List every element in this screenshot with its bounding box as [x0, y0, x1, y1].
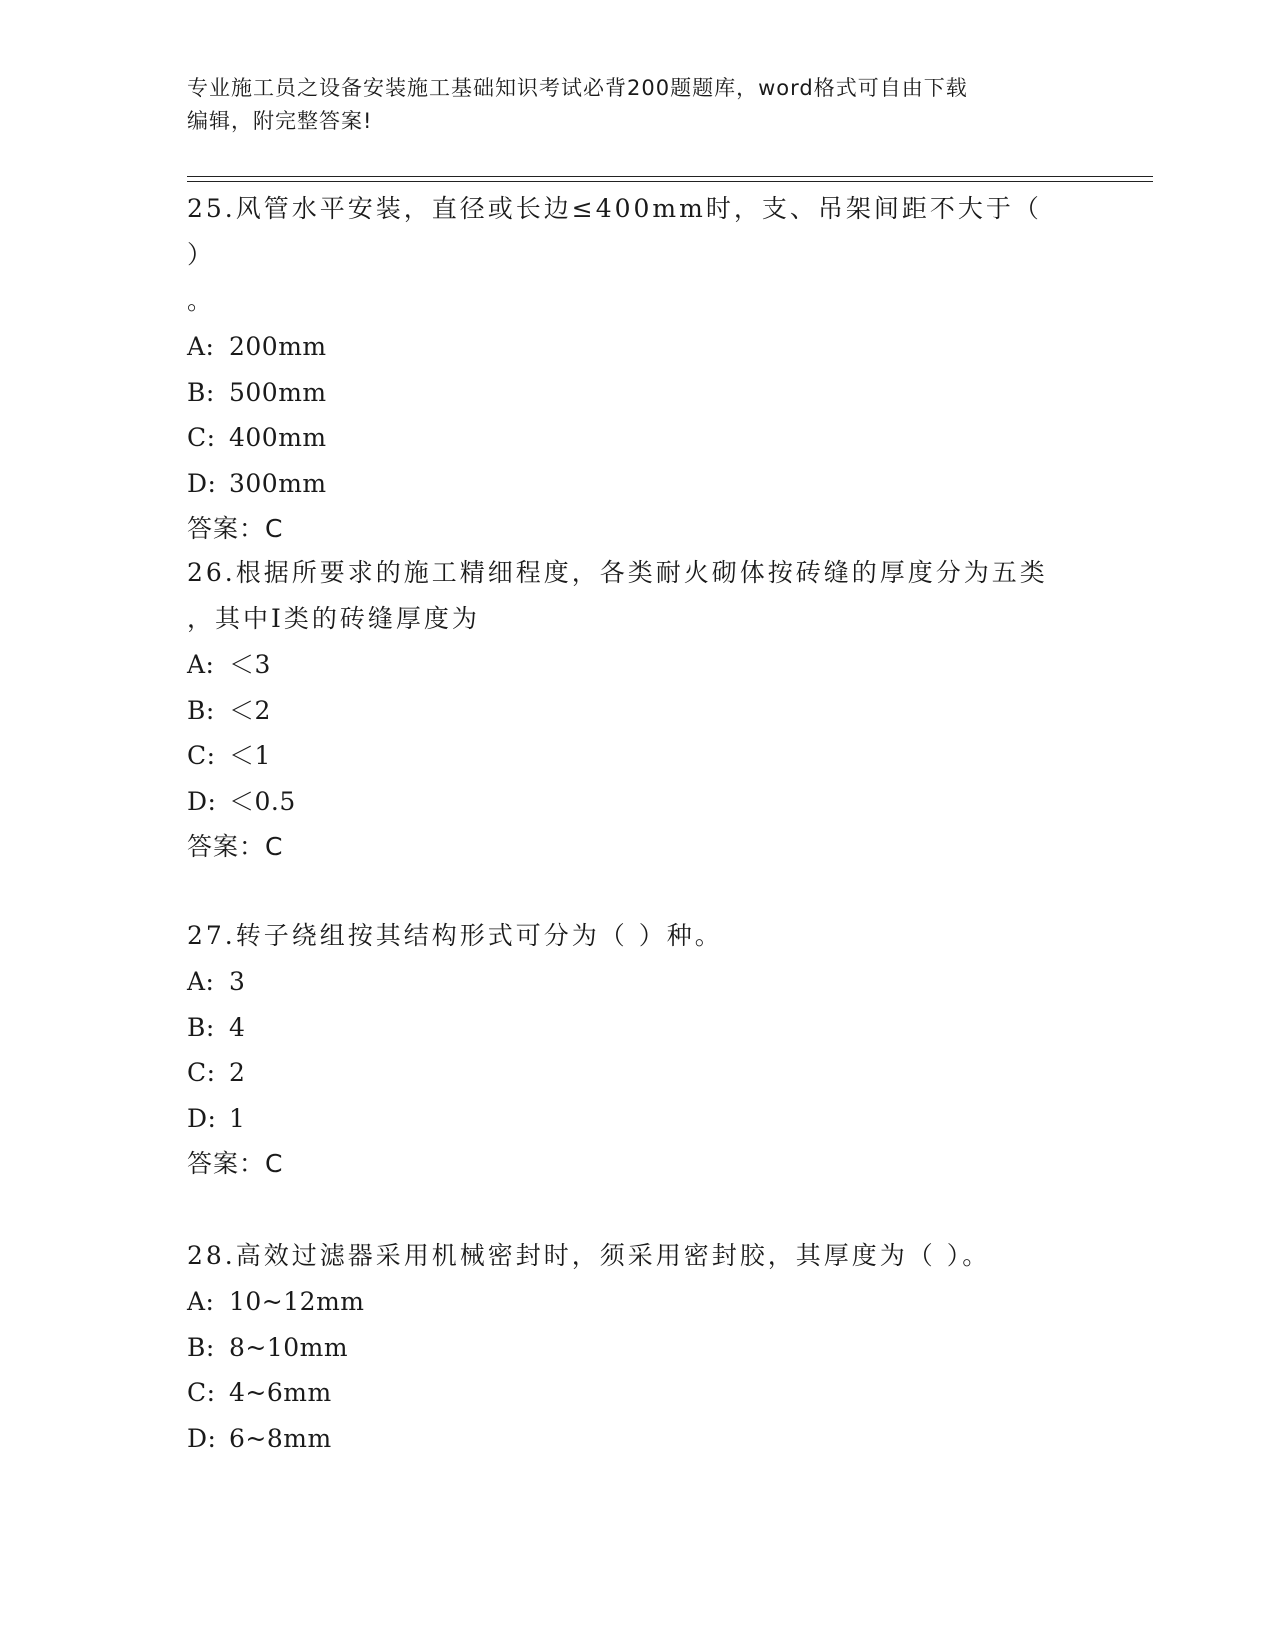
header-title-line-1: 专业施工员之设备安装施工基础知识考试必背200题题库，word格式可自由下载 [187, 76, 968, 100]
option-value: 4~6mm [229, 1378, 332, 1407]
document-header [187, 72, 1087, 138]
option-key: D: [187, 1423, 217, 1453]
option-key: D: [187, 1103, 217, 1133]
header-title-line-2: 编辑，附完整答案! [187, 109, 373, 133]
option-value: 4 [229, 1012, 246, 1042]
option-key: B: [187, 1332, 215, 1362]
option-value: 500mm [229, 377, 327, 407]
option-key: D: [187, 786, 217, 816]
option-a [187, 959, 1067, 1005]
option-key: D: [187, 468, 217, 498]
answer-line: 答案：C [187, 832, 284, 861]
option-a [187, 1279, 1067, 1325]
question-text: 28.高效过滤器采用机械密封时，须采用密封胶，其厚度为（ ）。 [187, 1241, 991, 1270]
option-c [187, 415, 1067, 461]
option-value: ＜3 [229, 650, 271, 679]
header-divider-bottom [187, 181, 1153, 182]
question-text: 27.转子绕组按其结构形式可分为（ ）种。 [187, 921, 723, 950]
option-value: ＜2 [229, 695, 271, 725]
option-a [187, 324, 1067, 370]
option-value: 8~10mm [229, 1332, 349, 1362]
option-c [187, 733, 1067, 779]
question-28 [187, 1233, 1067, 1461]
option-value: 3 [229, 967, 246, 996]
question-text: 26.根据所要求的施工精细程度，各类耐火砌体按砖缝的厚度分为五类 [187, 558, 1048, 587]
option-value: 400mm [229, 423, 327, 452]
option-value: 6~8mm [229, 1423, 332, 1453]
question-25 [187, 186, 1067, 551]
option-d [187, 1416, 1067, 1462]
option-value: 200mm [229, 332, 327, 361]
option-b [187, 688, 1067, 734]
option-key: C: [187, 741, 216, 770]
answer-line: 答案：C [187, 1149, 284, 1178]
option-value: ＜1 [229, 741, 271, 770]
question-27 [187, 913, 1067, 1186]
option-b [187, 1005, 1067, 1051]
option-c [187, 1050, 1067, 1096]
option-value: 1 [229, 1103, 246, 1133]
option-key: B: [187, 377, 215, 407]
option-key: C: [187, 1378, 216, 1407]
option-key: B: [187, 695, 215, 725]
option-key: A: [187, 967, 215, 996]
question-text-continued: 。 [187, 286, 216, 315]
option-key: C: [187, 423, 216, 452]
option-key: A: [187, 650, 215, 679]
question-26 [187, 550, 1067, 869]
option-key: A: [187, 332, 215, 361]
option-key: B: [187, 1012, 215, 1042]
option-b [187, 1325, 1067, 1371]
option-d [187, 779, 1067, 825]
header-divider-top [187, 176, 1153, 177]
answer-line: 答案：C [187, 514, 284, 543]
option-b [187, 370, 1067, 416]
option-value: 10~12mm [229, 1287, 365, 1316]
option-value: 2 [229, 1058, 246, 1087]
question-text: 25.风管水平安装，直径或长边≤400mm时，支、吊架间距不大于（ ） [187, 194, 1042, 269]
option-c [187, 1370, 1067, 1416]
option-a [187, 642, 1067, 688]
option-d [187, 461, 1067, 507]
option-d [187, 1096, 1067, 1142]
option-value: ＜0.5 [229, 786, 296, 816]
option-value: 300mm [229, 468, 327, 498]
question-text-continued: ，其中Ⅰ类的砖缝厚度为 [187, 604, 480, 633]
option-key: C: [187, 1058, 216, 1087]
option-key: A: [187, 1287, 215, 1316]
